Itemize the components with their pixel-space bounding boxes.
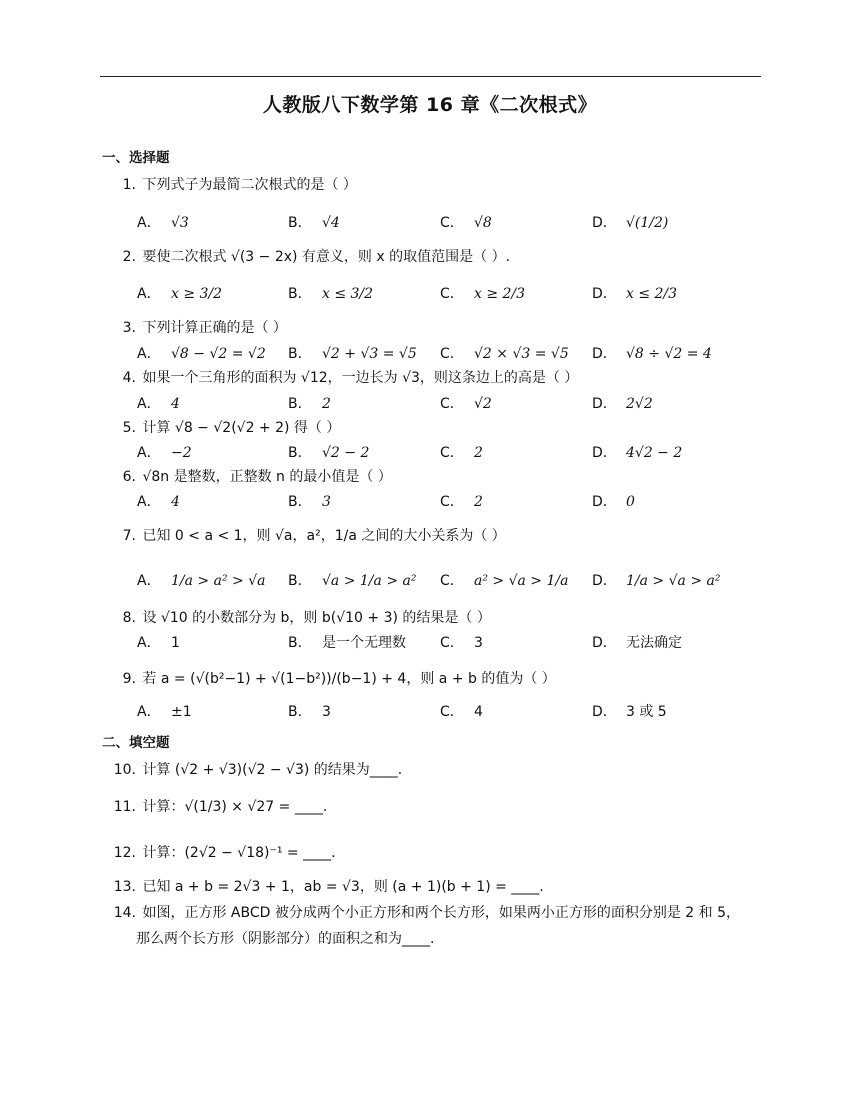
question-number: 13. xyxy=(113,879,136,895)
section-heading-fill: 二、填空题 xyxy=(102,735,170,751)
question-number: 6. xyxy=(122,469,136,485)
page-title: 人教版八下数学第 16 章《二次根式》 xyxy=(262,94,598,116)
option-a: A． 1/a > a² > √a xyxy=(137,573,266,589)
question-text: 已知 a + b = 2√3 + 1，ab = √3，则 (a + 1)(b + 1) = ____. xyxy=(142,879,544,895)
option-c: C． √8 xyxy=(440,215,492,231)
option-c: C． 4 xyxy=(440,704,483,720)
option-b: B． √4 xyxy=(288,215,340,231)
question-text: 计算 √8 − √2(√2 + 2) 得（ ） xyxy=(142,420,341,436)
options-q8 xyxy=(137,632,777,654)
option-c: C． 2 xyxy=(440,494,483,510)
question-text: 若 a = (√(b²−1) + √(1−b²))/(b−1) + 4，则 a + b 的值为（ ） xyxy=(142,671,556,687)
option-a: A． −2 xyxy=(137,445,192,461)
question-text: 计算 (√2 + √3)(√2 − √3) 的结果为____. xyxy=(142,762,403,778)
option-b: B． 是一个无理数 xyxy=(288,635,406,651)
option-c: C． 3 xyxy=(440,635,483,651)
question-number: 1. xyxy=(122,177,136,193)
option-d: D． 无法确定 xyxy=(592,635,682,651)
question-14 xyxy=(110,903,740,923)
option-a: A． ±1 xyxy=(137,704,192,720)
option-c: C． √2 xyxy=(440,396,492,412)
option-d: D． 3 或 5 xyxy=(592,704,667,720)
question-text: 下列式子为最简二次根式的是（ ） xyxy=(142,177,357,193)
question-text: √8n 是整数，正整数 n 的最小值是（ ） xyxy=(142,469,392,485)
question-number: 14. xyxy=(113,905,136,921)
section-heading-choice: 一、选择题 xyxy=(102,150,170,166)
question-number: 5. xyxy=(122,420,136,436)
question-5 xyxy=(116,418,340,438)
question-number: 7. xyxy=(122,528,136,544)
question-text: 如图，正方形 ABCD 被分成两个小正方形和两个长方形，如果两小正方形的面积分别是 2 和 5， xyxy=(142,905,741,921)
option-b: B． √a > 1/a > a² xyxy=(288,573,417,589)
header-rule xyxy=(100,76,761,77)
options-q3 xyxy=(137,343,777,365)
question-6 xyxy=(116,467,392,487)
question-number: 2. xyxy=(122,249,136,265)
question-1 xyxy=(116,175,357,195)
question-9 xyxy=(116,669,556,689)
question-text: 已知 0 < a < 1，则 √a，a²，1/a 之间的大小关系为（ ） xyxy=(142,528,506,544)
question-number: 8. xyxy=(122,610,136,626)
option-d: D． √(1/2) xyxy=(592,215,669,231)
option-a: A． 1 xyxy=(137,635,180,651)
question-number: 9. xyxy=(122,671,136,687)
option-b: B． 2 xyxy=(288,396,331,412)
options-q7 xyxy=(137,570,777,592)
option-a: A． x ≥ 3/2 xyxy=(137,286,223,302)
options-q5 xyxy=(137,442,777,464)
question-11 xyxy=(110,797,327,817)
question-text: 下列计算正确的是（ ） xyxy=(142,320,287,336)
option-d: D． 2√2 xyxy=(592,396,653,412)
question-number: 3. xyxy=(122,320,136,336)
option-c: C． a² > √a > 1/a xyxy=(440,573,569,589)
option-b: B． x ≤ 3/2 xyxy=(288,286,374,302)
question-14-continuation: 那么两个长方形（阴影部分）的面积之和为____. xyxy=(136,931,435,947)
option-b: B． 3 xyxy=(288,704,331,720)
option-c: C． √2 × √3 = √5 xyxy=(440,346,569,362)
option-a: A． 4 xyxy=(137,494,180,510)
option-c: C． x ≥ 2/3 xyxy=(440,286,526,302)
question-7 xyxy=(116,526,506,546)
option-d: D． x ≤ 2/3 xyxy=(592,286,678,302)
question-text: 要使二次根式 √(3 − 2x) 有意义，则 x 的取值范围是（ ）. xyxy=(142,249,511,265)
option-a: A． √3 xyxy=(137,215,189,231)
question-2 xyxy=(116,247,510,267)
option-b: B． √2 + √3 = √5 xyxy=(288,346,417,362)
option-a: A． √8 − √2 = √2 xyxy=(137,346,266,362)
option-c: C． 2 xyxy=(440,445,483,461)
option-d: D． 1/a > √a > a² xyxy=(592,573,721,589)
option-d: D． √8 ÷ √2 = 4 xyxy=(592,346,712,362)
option-d: D． 4√2 − 2 xyxy=(592,445,683,461)
option-b: B． √2 − 2 xyxy=(288,445,370,461)
question-text: 计算：√(1/3) × √27 = ____. xyxy=(142,799,328,815)
question-text: 如果一个三角形的面积为 √12，一边长为 √3，则这条边上的高是（ ） xyxy=(142,370,579,386)
question-3 xyxy=(116,318,287,338)
option-a: A． 4 xyxy=(137,396,180,412)
options-q2 xyxy=(137,283,777,305)
question-number: 10. xyxy=(113,762,136,778)
option-b: B． 3 xyxy=(288,494,331,510)
question-10 xyxy=(110,760,402,780)
question-text: 设 √10 的小数部分为 b，则 b(√10 + 3) 的结果是（ ） xyxy=(142,610,491,626)
options-q1 xyxy=(137,212,777,234)
question-number: 11. xyxy=(113,799,136,815)
option-d: D． 0 xyxy=(592,494,635,510)
question-12 xyxy=(110,843,336,863)
options-q4 xyxy=(137,393,777,415)
options-q6 xyxy=(137,491,777,513)
question-13 xyxy=(110,877,544,897)
question-text: 计算：(2√2 − √18)⁻¹ = ____. xyxy=(142,845,336,861)
question-4 xyxy=(116,368,578,388)
question-8 xyxy=(116,608,491,628)
question-number: 4. xyxy=(122,370,136,386)
options-q9 xyxy=(137,701,777,723)
question-number: 12. xyxy=(113,845,136,861)
